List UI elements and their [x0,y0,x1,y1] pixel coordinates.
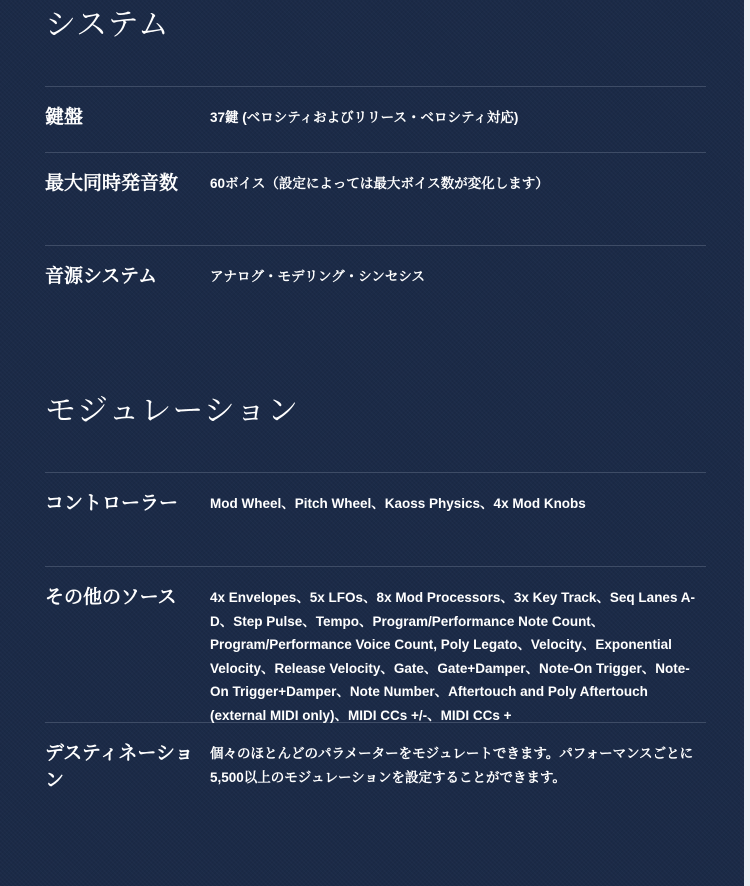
spec-label: デスティネーション [45,742,194,791]
spec-value: 37鍵 (ベロシティおよびリリース・ベロシティ対応) [210,110,519,125]
spec-value: 4x Envelopes、5x LFOs、8x Mod Processors、3x Key Track、Seq Lanes A-D、Step Pulse、Tempo、Program/Performance Note Count、Program/Performance Voice Count, Poly Legato、Velocity、Exponential Velocity、Release Velocity、Gate、Gate+Damper、Note-On Trigger、Note-On Trigger+Damper、Note Number、Aftertouch and Poly Aftertouch (external MIDI only)、MIDI CCs +/-、MIDI CCs + [210,590,695,723]
spec-label: 最大同時発音数 [45,172,179,194]
spec-table-modulation [45,472,706,822]
spec-table-system [45,86,706,311]
spec-label: コントローラー [45,492,179,514]
section-title-modulation: モジュレーション [45,393,300,429]
spec-row-controllers [45,472,706,566]
spec-row-polyphony [45,152,706,245]
spec-row-destinations [45,722,706,822]
spec-value: 個々のほとんどのパラメーターをモジュレートできます。パフォーマンスごとに5,500以上のモジュレーションを設定することができます。 [210,746,694,785]
spec-label: 音源システム [45,265,158,287]
spec-row-keyboard [45,86,706,152]
spec-label: その他のソース [45,586,177,608]
spec-value: 60ボイス（設定によっては最大ボイス数が変化します） [210,176,549,191]
spec-page [45,0,706,791]
spec-label: 鍵盤 [45,106,84,128]
scrollbar-track [744,0,750,886]
spec-value: Mod Wheel、Pitch Wheel、Kaoss Physics、4x Mod Knobs [210,496,586,511]
section-title-system: システム [45,7,170,43]
spec-value: アナログ・モデリング・シンセシス [210,269,425,284]
spec-row-other-sources [45,566,706,722]
spec-row-sound-engine [45,245,706,311]
